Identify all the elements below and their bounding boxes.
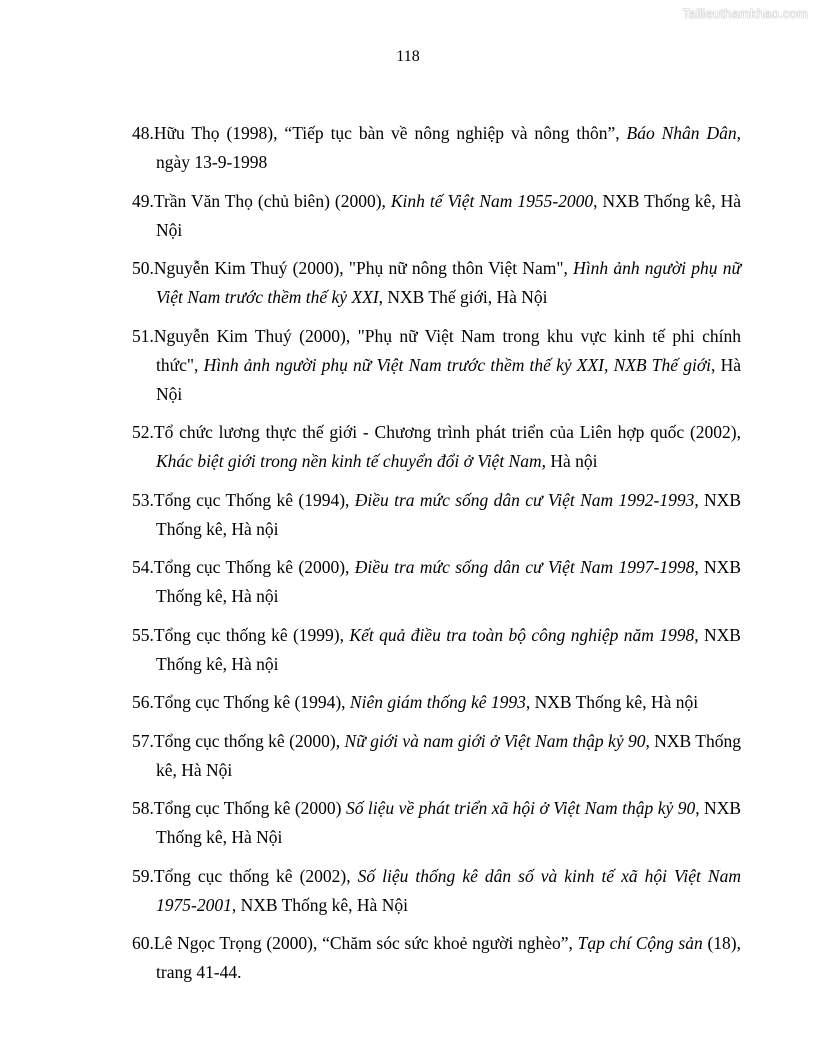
reference-text: Trần Văn Thọ (chủ biên) (2000), bbox=[153, 190, 391, 211]
reference-number: 51. bbox=[132, 325, 154, 346]
reference-text: , NXB Thống kê, Hà nội bbox=[525, 692, 699, 712]
reference-number: 54. bbox=[132, 557, 154, 577]
page-number: 118 bbox=[396, 48, 420, 65]
reference-text: Tổng cục thống kê (2002), bbox=[153, 865, 358, 886]
reference-title: Niên giám thống kê 1993 bbox=[349, 692, 526, 712]
reference-item bbox=[132, 322, 741, 409]
reference-number: 59. bbox=[132, 865, 154, 886]
reference-number: 60. bbox=[132, 933, 154, 953]
reference-title: Số liệu thống kê dân số và kinh tế xã hội Việt Nam 1975-2001 bbox=[156, 865, 741, 915]
watermark: Tailieuthamkhao.com bbox=[682, 6, 808, 21]
reference-text: , NXB Thống kê, Hà Nội bbox=[156, 798, 742, 847]
reference-item bbox=[132, 418, 741, 476]
reference-title: Tạp chí Cộng sản bbox=[577, 933, 703, 953]
reference-text: , NXB Thống kê, Hà nội bbox=[156, 489, 741, 539]
reference-item bbox=[132, 621, 741, 679]
reference-title: Số liệu về phát triển xã hội ở Việt Nam thập kỷ 90 bbox=[345, 798, 696, 818]
reference-text: , Hà nội bbox=[541, 451, 598, 471]
reference-title: Nữ giới và nam giới ở Việt Nam thập kỷ 90 bbox=[344, 730, 646, 751]
reference-item bbox=[132, 254, 741, 312]
reference-number: 49. bbox=[132, 190, 154, 211]
reference-text: , NXB Thống kê, Hà nội bbox=[156, 557, 741, 606]
reference-item bbox=[132, 727, 741, 785]
reference-number: 52. bbox=[132, 422, 154, 442]
reference-text: Tổng cục Thống kê (2000) bbox=[153, 798, 346, 818]
reference-list bbox=[132, 119, 741, 997]
reference-text: Hữu Thọ (1998), “Tiếp tục bàn về nông nghiệp và nông thôn”, bbox=[153, 123, 627, 143]
reference-item bbox=[132, 553, 741, 611]
reference-text: Tổ chức lương thực thế giới - Chương trình phát triển của Liên hợp quốc (2002), bbox=[153, 422, 741, 442]
reference-title: Hình ảnh người phụ nữ Việt Nam trước thềm thế kỷ XXI, NXB Thế giới bbox=[203, 354, 712, 375]
reference-title: Điều tra mức sống dân cư Việt Nam 1997-1998 bbox=[354, 557, 695, 577]
reference-text: Tổng cục Thống kê (1994), bbox=[153, 692, 350, 712]
reference-item bbox=[132, 688, 741, 717]
reference-number: 55. bbox=[132, 624, 154, 645]
reference-text: , NXB Thống kê, Hà Nội bbox=[156, 730, 742, 780]
reference-item bbox=[132, 187, 741, 245]
reference-number: 50. bbox=[132, 258, 154, 278]
reference-text: , NXB Thống kê, Hà nội bbox=[156, 624, 741, 674]
reference-text: Tổng cục Thống kê (2000), bbox=[153, 557, 355, 577]
reference-number: 57. bbox=[132, 730, 154, 751]
reference-number: 48. bbox=[132, 123, 154, 143]
reference-text: Lê Ngọc Trọng (2000), “Chăm sóc sức khoẻ người nghèo”, bbox=[153, 933, 578, 953]
reference-text: Tổng cục Thống kê (1994), bbox=[153, 489, 355, 510]
reference-text: Tổng cục thống kê (2000), bbox=[153, 730, 345, 751]
reference-title: Báo Nhân Dân bbox=[626, 123, 737, 143]
reference-text: , NXB Thống kê, Hà Nội bbox=[156, 190, 742, 240]
reference-number: 56. bbox=[132, 692, 154, 712]
reference-item bbox=[132, 862, 741, 920]
reference-number: 58. bbox=[132, 798, 154, 818]
reference-item bbox=[132, 486, 741, 544]
reference-title: Kinh tế Việt Nam 1955-2000 bbox=[390, 190, 594, 211]
reference-text: , Hà Nội bbox=[156, 354, 742, 404]
reference-text: , NXB Thế giới, Hà Nội bbox=[378, 287, 548, 307]
reference-title: Kết quả điều tra toàn bộ công nghiệp năm 1998 bbox=[349, 624, 695, 645]
reference-text: Tổng cục thống kê (1999), bbox=[153, 624, 350, 645]
reference-title: Điều tra mức sống dân cư Việt Nam 1992-1993 bbox=[354, 489, 695, 510]
reference-text: , ngày 13-9-1998 bbox=[156, 123, 741, 172]
reference-text: Nguyễn Kim Thuý (2000), "Phụ nữ nông thôn Việt Nam", bbox=[153, 258, 574, 278]
reference-item bbox=[132, 794, 741, 852]
reference-text: Nguyễn Kim Thuý (2000), "Phụ nữ Việt Nam trong khu vực kinh tế phi chính thức", bbox=[153, 325, 741, 375]
reference-number: 53. bbox=[132, 489, 154, 510]
reference-item bbox=[132, 119, 741, 177]
reference-title: Khác biệt giới trong nền kinh tế chuyển đổi ở Việt Nam bbox=[156, 451, 542, 471]
reference-title: Hình ảnh người phụ nữ Việt Nam trước thềm thế kỷ XXI bbox=[156, 258, 741, 307]
reference-text: (18), trang 41-44. bbox=[156, 933, 742, 982]
reference-item bbox=[132, 929, 741, 987]
reference-text: , NXB Thống kê, Hà Nội bbox=[231, 894, 408, 915]
